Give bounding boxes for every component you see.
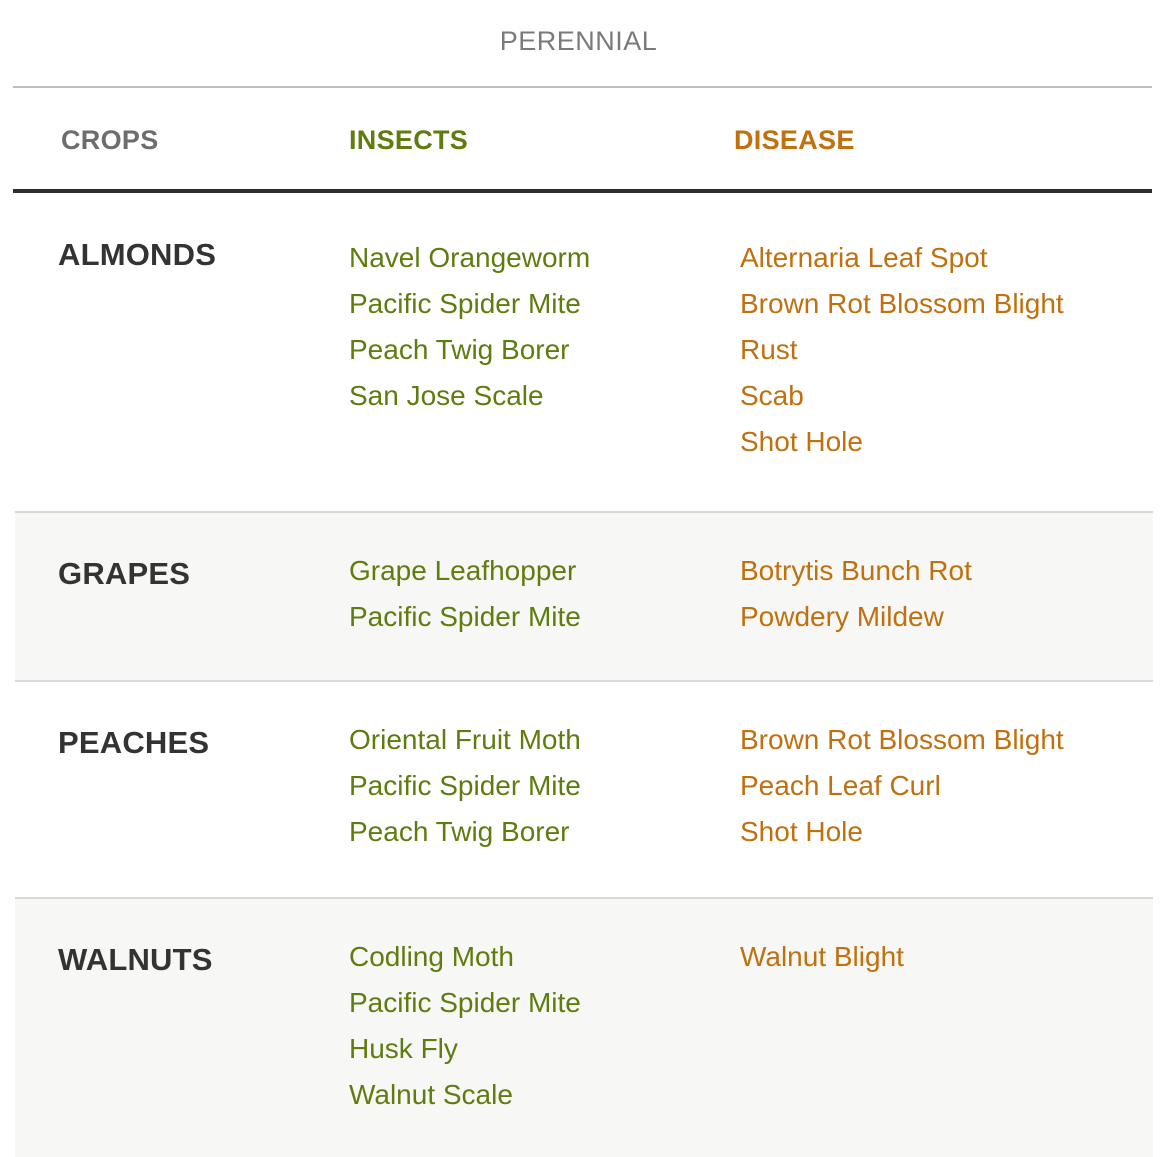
disease-item: Brown Rot Blossom Blight (740, 724, 1064, 755)
disease-list (740, 717, 1064, 855)
disease-item: Alternaria Leaf Spot (740, 242, 988, 273)
insects-list (349, 548, 581, 640)
crop-name: ALMONDS (58, 237, 217, 272)
insect-item: Pacific Spider Mite (349, 288, 581, 319)
insect-item: Pacific Spider Mite (349, 601, 581, 632)
insect-item: Oriental Fruit Moth (349, 724, 581, 755)
disease-item: Walnut Blight (740, 941, 904, 972)
disease-item: Peach Leaf Curl (740, 770, 941, 801)
insects-list (349, 235, 590, 419)
header-insects: INSECTS (349, 125, 469, 155)
insect-item: Grape Leafhopper (349, 555, 577, 586)
disease-list (740, 235, 1064, 465)
insect-item: Walnut Scale (349, 1079, 513, 1110)
table-row-peaches (15, 680, 1153, 897)
insect-item: San Jose Scale (349, 380, 544, 411)
insect-item: Pacific Spider Mite (349, 770, 581, 801)
disease-item: Brown Rot Blossom Blight (740, 288, 1064, 319)
insect-item: Peach Twig Borer (349, 816, 570, 847)
table-row-walnuts (15, 897, 1153, 1157)
table-row-almonds (15, 193, 1153, 511)
disease-list (740, 934, 904, 980)
insect-item: Husk Fly (349, 1033, 458, 1064)
disease-list (740, 548, 972, 640)
disease-item: Scab (740, 380, 804, 411)
crop-name: PEACHES (58, 725, 210, 760)
crop-name: GRAPES (58, 556, 191, 591)
header-crops: CROPS (61, 125, 159, 155)
insect-item: Peach Twig Borer (349, 334, 570, 365)
table-title: PERENNIAL (499, 26, 658, 56)
disease-item: Rust (740, 334, 798, 365)
insect-item: Pacific Spider Mite (349, 987, 581, 1018)
table-row-grapes (15, 511, 1153, 680)
insects-list (349, 934, 581, 1118)
insect-item: Codling Moth (349, 941, 514, 972)
insect-item: Navel Orangeworm (349, 242, 591, 273)
crop-name: WALNUTS (58, 942, 213, 977)
disease-item: Botrytis Bunch Rot (740, 555, 972, 586)
insects-list (349, 717, 581, 855)
header-disease: DISEASE (734, 125, 855, 155)
disease-item: Shot Hole (740, 816, 863, 847)
disease-item: Powdery Mildew (740, 601, 944, 632)
table-header (13, 88, 1152, 190)
disease-item: Shot Hole (740, 426, 863, 457)
